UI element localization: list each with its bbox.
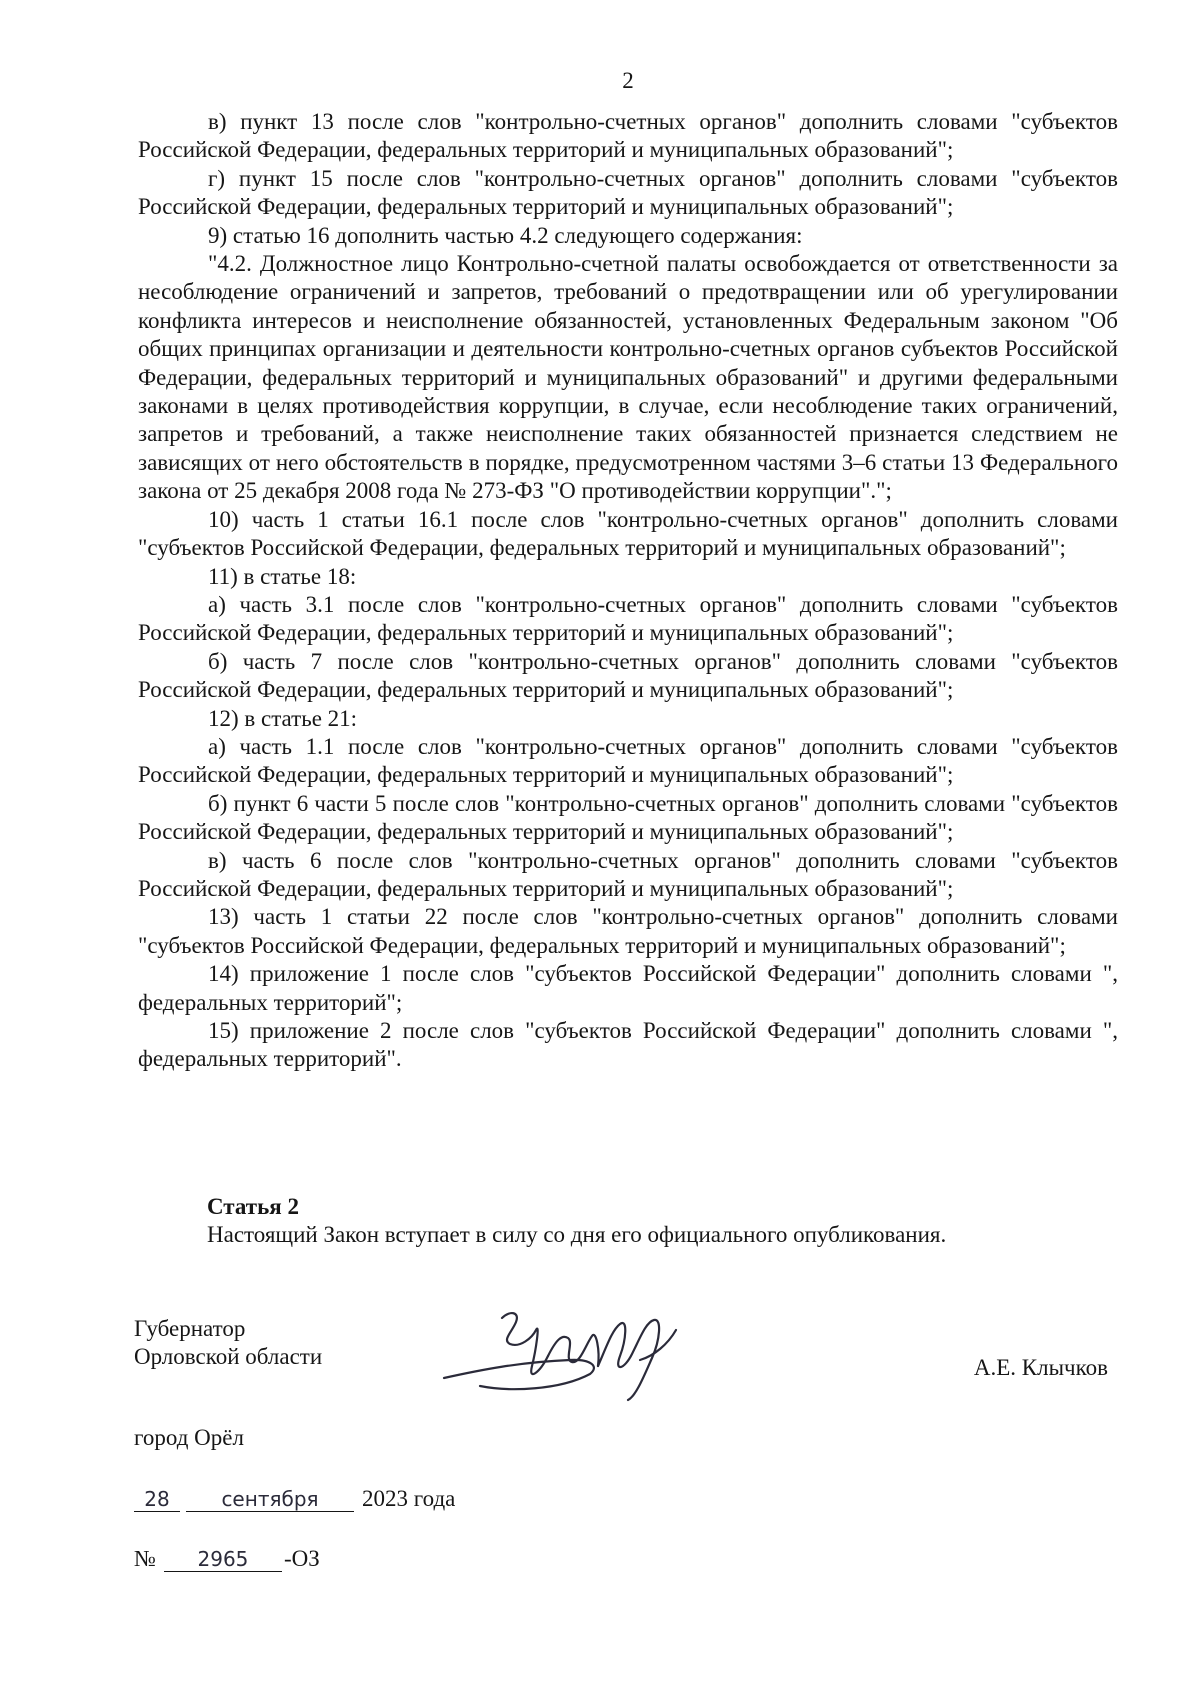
place-of-signing: город Орёл (134, 1425, 244, 1450)
article-text: Настоящий Закон вступает в силу со дня его официального опубликования. (207, 1222, 947, 1248)
paragraph: 13) часть 1 статьи 22 после слов "контрольно-счетных органов" дополнить словами "субъектов Российской Федерации, федеральных территорий и муниципальных образований"; (138, 904, 1118, 958)
paragraph: 14) приложение 1 после слов "субъектов Российской Федерации" дополнить словами ", федеральных территорий"; (138, 961, 1118, 1015)
paragraph: 11) в статье 18: (208, 563, 357, 589)
law-number (134, 1546, 320, 1572)
paragraph: б) пункт 6 части 5 после слов "контрольно-счетных органов" дополнить словами "субъектов Российской Федерации, федеральных территорий и муниципальных образований"; (138, 790, 1118, 845)
signing-date (134, 1486, 455, 1512)
paragraph: 15) приложение 2 после слов "субъектов Российской Федерации" дополнить словами ", федеральных территорий". (138, 1018, 1118, 1072)
date-day: 28 (134, 1487, 180, 1512)
law-number-value: 2965 (164, 1547, 282, 1572)
date-month: сентября (186, 1487, 354, 1512)
date-year: 2023 года (362, 1486, 456, 1511)
paragraph: 9) статью 16 дополнить частью 4.2 следующего содержания: (208, 222, 803, 248)
handwritten-signature (440, 1300, 690, 1405)
paragraph: а) часть 1.1 после слов "контрольно-счетных органов" дополнить словами "субъектов Российской Федерации, федеральных территорий и муниципальных образований"; (138, 733, 1118, 788)
article-title: Статья 2 (207, 1194, 299, 1219)
law-number-prefix: № (134, 1546, 156, 1571)
paragraph: в) пункт 13 после слов "контрольно-счетных органов" дополнить словами "субъектов Российской Федерации, федеральных территорий и муниципальных образований"; (138, 109, 1118, 163)
signatory-title-line-1: Губернатор (134, 1316, 246, 1341)
signatory-name: А.Е. Клычков (973, 1355, 1108, 1380)
paragraph: б) часть 7 после слов "контрольно-счетных органов" дополнить словами "субъектов Российской Федерации, федеральных территорий и муниципальных образований"; (138, 648, 1118, 703)
signatory-title-line-2: Орловской области (134, 1344, 323, 1370)
signatory-title (134, 1315, 322, 1372)
amendments-list (138, 108, 1118, 1074)
paragraph: 10) часть 1 статьи 16.1 после слов "контрольно-счетных органов" дополнить словами "субъектов Российской Федерации, федеральных территорий и муниципальных образований"; (138, 506, 1118, 561)
law-number-suffix: -ОЗ (283, 1546, 320, 1571)
paragraph: г) пункт 15 после слов "контрольно-счетных органов" дополнить словами "субъектов Российской Федерации, федеральных территорий и муниципальных образований"; (138, 165, 1118, 220)
paragraph: а) часть 3.1 после слов "контрольно-счетных органов" дополнить словами "субъектов Российской Федерации, федеральных территорий и муниципальных образований"; (138, 591, 1118, 646)
page-number: 2 (622, 68, 634, 93)
paragraph: в) часть 6 после слов "контрольно-счетных органов" дополнить словами "субъектов Российской Федерации, федеральных территорий и муниципальных образований"; (138, 847, 1118, 901)
article-2 (207, 1193, 1127, 1250)
paragraph: 12) в статье 21: (208, 705, 358, 731)
paragraph: "4.2. Должностное лицо Контрольно-счетной палаты освобождается от ответственности за несоблюдение ограничений и запретов, требований о предотвращении или об урегулировании конфликта интересов и неисполнение обязанностей, установленных Федеральным законом "Об общих принципах организации и деятельности контрольно-счетных органов субъектов Российской Федерации, федеральных территорий и муниципальных образований" и другими федеральными законами в целях противодействия коррупции, в случае, если несоблюдение таких ограничений, запретов и требований, а также неисполнение таких обязанностей признается следствием не зависящих от него обстоятельств в порядке, предусмотренном частями 3–6 статьи 13 Федерального закона от 25 декабря 2008 года № 273-ФЗ "О противодействии коррупции"."; (138, 251, 1118, 504)
